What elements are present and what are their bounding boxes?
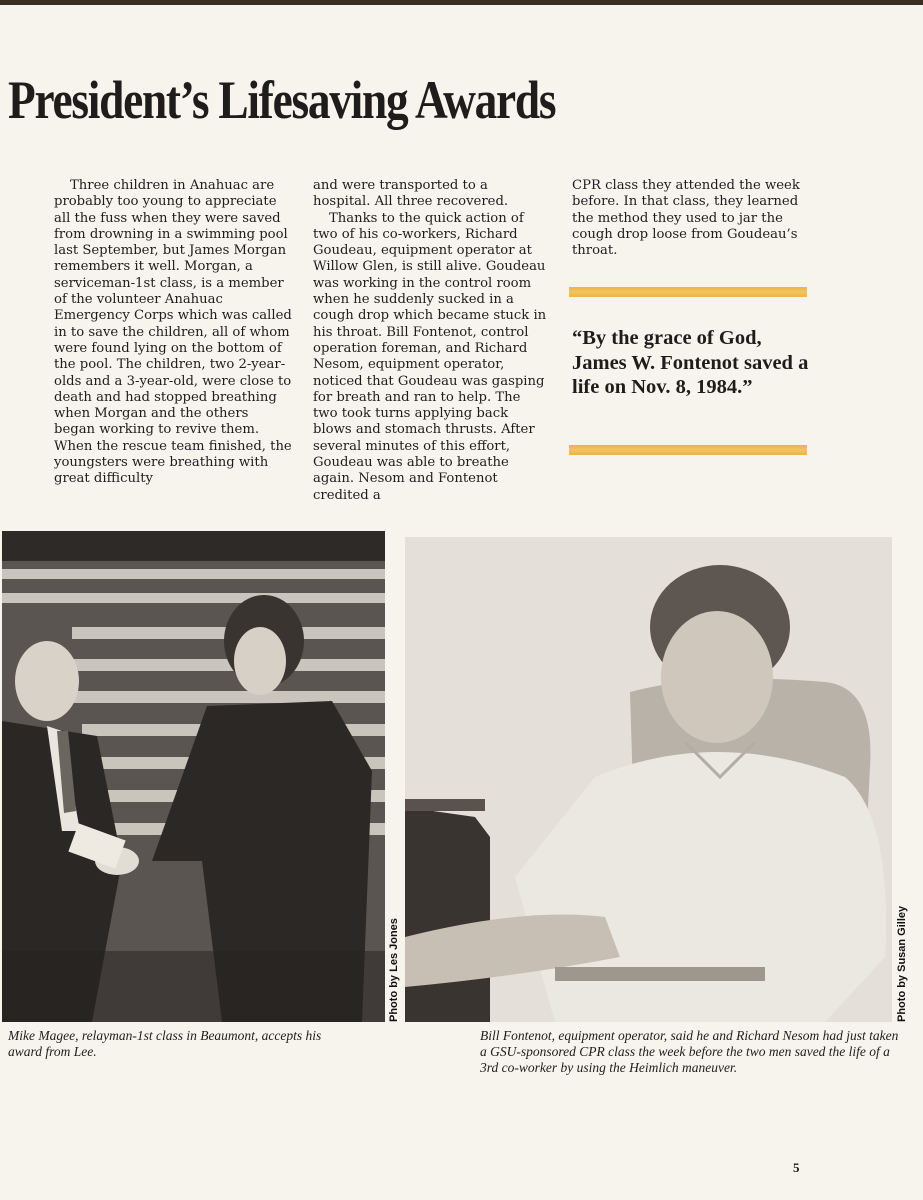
article-column-2 [313, 178, 548, 504]
page-title: President’s Lifesaving Awards [8, 70, 556, 130]
accent-bar-bottom [569, 445, 807, 455]
top-rule [0, 0, 923, 5]
paragraph: Three children in Anahuac are probably too young to appreciate all the fuss when they were saved from drowning in a swimming pool last September, but James Morgan remembers it well. Morgan, a serviceman-1st class, is a member of the volunteer Anahuac Emergency Corps which was called in to save the children, all of whom were found lying on the bottom of the pool. The children, two 2-year-olds and a 3-year-old, were close to death and had stopped breathing when Morgan and the others began working to revive them. When the rescue team finished, the youngsters were breathing with great difficulty [54, 178, 292, 487]
bill-fontenot-photo [405, 537, 892, 1022]
page-number: 5 [793, 1160, 800, 1175]
pull-quote: “By the grace of God, James W. Fontenot saved a life on Nov. 8, 1984.” [572, 327, 809, 398]
article-column-1 [54, 178, 292, 488]
photo-credit: Photo by Susan Gilley [896, 905, 908, 1022]
article-column-3 [572, 178, 810, 259]
handshake-photo-illustration [2, 531, 385, 1022]
photo-caption: Mike Magee, relayman-1st class in Beaumont, accepts his award from Lee. [8, 1028, 322, 1059]
paragraph: CPR class they attended the week before. In that class, they learned the method they used to jar the cough drop loose from Goudeau’s throat. [572, 178, 800, 259]
seated-man-illustration [405, 537, 892, 1022]
photo-credit: Photo by Les Jones [388, 918, 400, 1022]
paragraph: Thanks to the quick action of two of his co-workers, Richard Goudeau, equipment operator at Willow Glen, is still alive. Goudeau was working in the control room when he suddenly sucked in a cough drop which became stuck in his throat. Bill Fontenot, control operation foreman, and Richard Nesom, equipment operator, noticed that Goudeau was gasping for breath and ran to help. The two took turns applying back blows and stomach thrusts. After several minutes of this effort, Goudeau was able to breathe again. Nesom and Fontenot credited a [313, 210, 547, 503]
award-handshake-photo [2, 531, 385, 1022]
paragraph: and were transported to a hospital. All three recovered. [313, 178, 509, 210]
photo-caption: Bill Fontenot, equipment operator, said he and Richard Nesom had just taken a GSU-sponsored CPR class the week before the two men saved the life of a 3rd co-worker by using the Heimlich maneuver. [480, 1028, 899, 1075]
accent-bar-top [569, 287, 807, 297]
